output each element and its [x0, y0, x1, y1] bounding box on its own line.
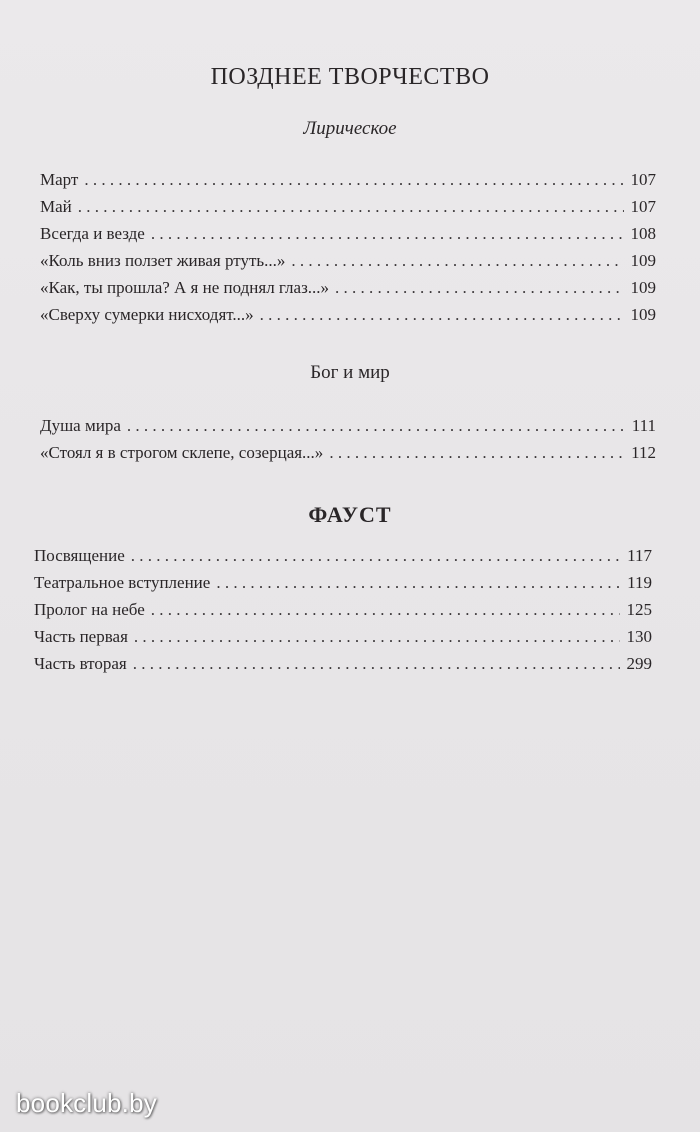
toc-entry-title: Май	[40, 197, 72, 216]
toc-entry-title: Март	[40, 170, 79, 189]
toc-entry-title: Пролог на небе	[34, 600, 145, 619]
toc-entry[interactable]	[40, 251, 656, 278]
toc-entry-page: 112	[631, 443, 656, 462]
toc-entry-page: 130	[626, 627, 652, 646]
toc-entry-page: 125	[626, 600, 652, 619]
dot-leader	[291, 251, 624, 271]
section-heading-late-works: ПОЗДНЕЕ ТВОРЧЕСТВО	[210, 64, 490, 90]
toc-entry-page: 117	[627, 546, 652, 565]
dot-leader	[84, 170, 624, 190]
toc-entry-title: «Стоял я в строгом склепе, созерцая...»	[40, 443, 324, 462]
toc-entry-page: 109	[630, 251, 656, 270]
dot-leader	[260, 305, 624, 325]
dot-leader	[134, 627, 620, 647]
subsection-heading-god-and-world: Бог и мир	[310, 362, 390, 383]
toc-entry-page: 299	[626, 654, 652, 673]
toc-entry[interactable]	[40, 224, 656, 251]
dot-leader	[335, 278, 624, 298]
toc-entry-page: 109	[630, 278, 656, 297]
toc-list-faust	[34, 546, 652, 681]
toc-entry-page: 109	[630, 305, 656, 324]
toc-entry-title: «Как, ты прошла? А я не поднял глаз...»	[40, 278, 330, 297]
toc-entry[interactable]	[40, 443, 656, 470]
toc-entry-page: 107	[630, 197, 656, 216]
toc-entry[interactable]	[40, 278, 656, 305]
toc-entry-title: Театральное вступление	[34, 573, 211, 592]
toc-entry-title: Душа мира	[40, 416, 121, 435]
toc-entry[interactable]	[40, 170, 656, 197]
toc-list-god-and-world	[40, 416, 656, 470]
toc-entry[interactable]	[40, 416, 656, 443]
dot-leader	[151, 600, 620, 620]
toc-list-lyrical	[40, 170, 656, 332]
dot-leader	[131, 546, 620, 566]
toc-entry[interactable]	[34, 546, 652, 573]
toc-entry-title: «Сверху сумерки нисходят...»	[40, 305, 254, 324]
dot-leader	[133, 654, 620, 674]
toc-entry[interactable]	[34, 627, 652, 654]
subsection-heading-lyrical: Лирическое	[303, 118, 397, 139]
dot-leader	[151, 224, 624, 244]
toc-entry[interactable]	[40, 305, 656, 332]
toc-entry[interactable]	[34, 600, 652, 627]
toc-entry-title: Часть вторая	[34, 654, 127, 673]
dot-leader	[127, 416, 624, 436]
toc-entry[interactable]	[34, 573, 652, 600]
toc-entry-title: «Коль вниз ползет живая ртуть...»	[40, 251, 286, 270]
toc-entry-title: Часть первая	[34, 627, 128, 646]
section-heading-faust: ФАУСТ	[308, 502, 392, 527]
toc-entry-page: 107	[630, 170, 656, 189]
site-watermark: bookclub.by	[16, 1088, 157, 1118]
toc-entry[interactable]	[34, 654, 652, 681]
dot-leader	[78, 197, 624, 217]
dot-leader	[216, 573, 620, 593]
toc-entry-title: Посвящение	[34, 546, 125, 565]
toc-entry[interactable]	[40, 197, 656, 224]
toc-entry-page: 111	[631, 416, 656, 435]
toc-entry-page: 119	[627, 573, 652, 592]
dot-leader	[329, 443, 624, 463]
toc-entry-page: 108	[630, 224, 656, 243]
toc-entry-title: Всегда и везде	[40, 224, 145, 243]
